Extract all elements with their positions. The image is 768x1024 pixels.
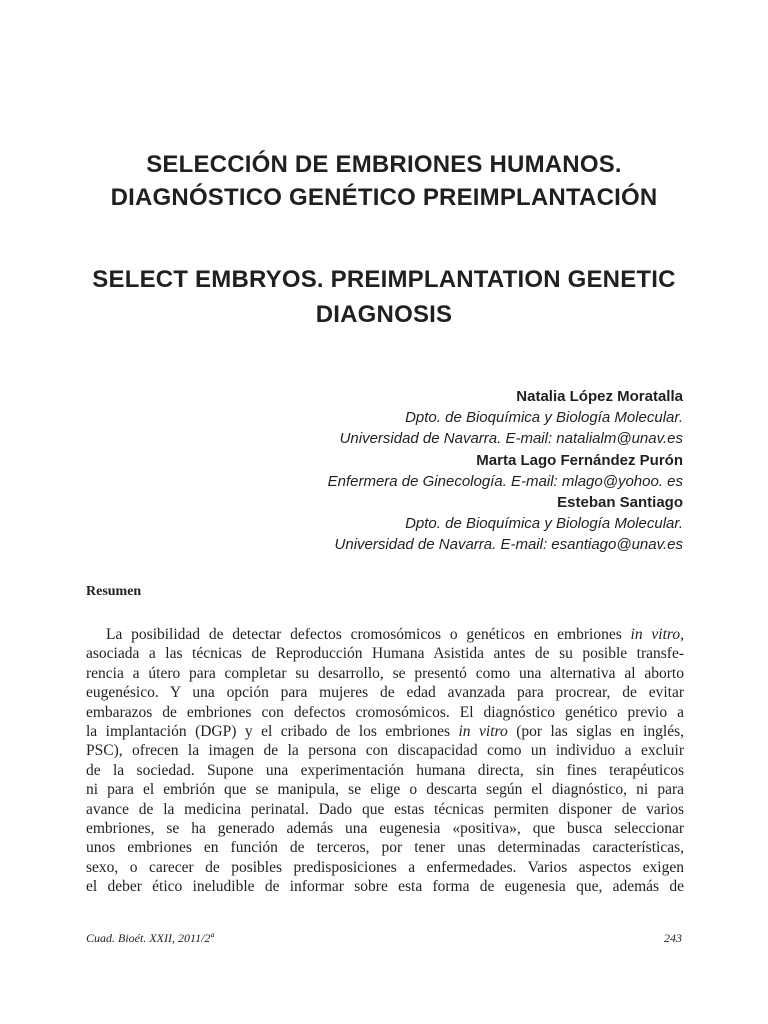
abstract-line: PSC), ofrecen la imagen de la persona con discapacidad como un individuo a excluir bbox=[86, 742, 684, 760]
abstract-line: ni para el embrión que se manipula, se elige o descarta según el diagnóstico, ni para bbox=[86, 781, 684, 799]
abstract-line: embarazos de embriones con defectos cromosómicos. El diagnóstico genético previo a bbox=[86, 703, 684, 721]
author-affiliation: Dpto. de Bioquímica y Biología Molecular. bbox=[405, 409, 683, 427]
title-english-line-2: DIAGNOSIS bbox=[315, 301, 453, 328]
abstract-line: eugenésico. Y una opción para mujeres de edad avanzada para procrear, de evitar bbox=[86, 684, 684, 702]
abstract-line: La posibilidad de detectar defectos cromosómicos o genéticos en embriones in vitro, bbox=[106, 626, 684, 643]
abstract-line: avance de la medicina perinatal. Dado que estas técnicas permiten disponer de varios bbox=[86, 800, 684, 818]
title-spanish-line-1: SELECCIÓN DE EMBRIONES HUMANOS. bbox=[146, 151, 622, 178]
abstract-line: la implantación (DGP) y el cribado de los embriones in vitro (por las siglas en inglés, bbox=[86, 723, 684, 741]
abstract-line: el deber ético ineludible de informar sobre esta forma de eugenesia que, además de bbox=[86, 878, 684, 896]
journal-citation: Cuad. Bioét. XXII, 2011/2ª bbox=[86, 931, 214, 945]
abstract-line: asociada a las técnicas de Reproducción Humana Asistida antes de su posible transfe- bbox=[86, 645, 684, 663]
title-spanish-line-2: DIAGNÓSTICO GENÉTICO PREIMPLANTACIÓN bbox=[110, 184, 658, 211]
abstract-line: de la sociedad. Supone una experimentación humana directa, sin fines terapéuticos bbox=[86, 761, 684, 779]
abstract-line: sexo, o carecer de posibles predisposiciones a enfermedades. Varios aspectos exigen bbox=[86, 858, 684, 876]
author-block bbox=[328, 386, 683, 556]
abstract-line: unos embriones en función de terceros, por tener unas determinadas características, bbox=[86, 839, 684, 857]
abstract-heading: Resumen bbox=[86, 584, 142, 599]
author-name: Esteban Santiago bbox=[557, 494, 683, 512]
abstract-line: rencia a útero para completar su desarrollo, se presentó como una alternativa al aborto bbox=[86, 664, 684, 682]
author-name: Natalia López Moratalla bbox=[516, 388, 683, 405]
abstract-line: embriones, se ha generado además una eugenesia «positiva», que busca seleccionar bbox=[86, 820, 684, 838]
abstract-body bbox=[86, 625, 684, 897]
title-english bbox=[80, 262, 688, 332]
title-english-line-1: SELECT EMBRYOS. PREIMPLANTATION GENETIC bbox=[92, 266, 676, 293]
author-affiliation: Dpto. de Bioquímica y Biología Molecular. bbox=[405, 515, 683, 533]
page-number: 243 bbox=[664, 931, 682, 945]
author-affiliation: Universidad de Navarra. E-mail: natalialm@unav.es bbox=[339, 430, 683, 448]
author-name: Marta Lago Fernández Purón bbox=[476, 451, 683, 469]
author-affiliation: Enfermera de Ginecología. E-mail: mlago@yohoo. es bbox=[327, 472, 683, 490]
title-spanish bbox=[0, 148, 768, 214]
author-affiliation: Universidad de Navarra. E-mail: esantiago@unav.es bbox=[334, 536, 683, 554]
